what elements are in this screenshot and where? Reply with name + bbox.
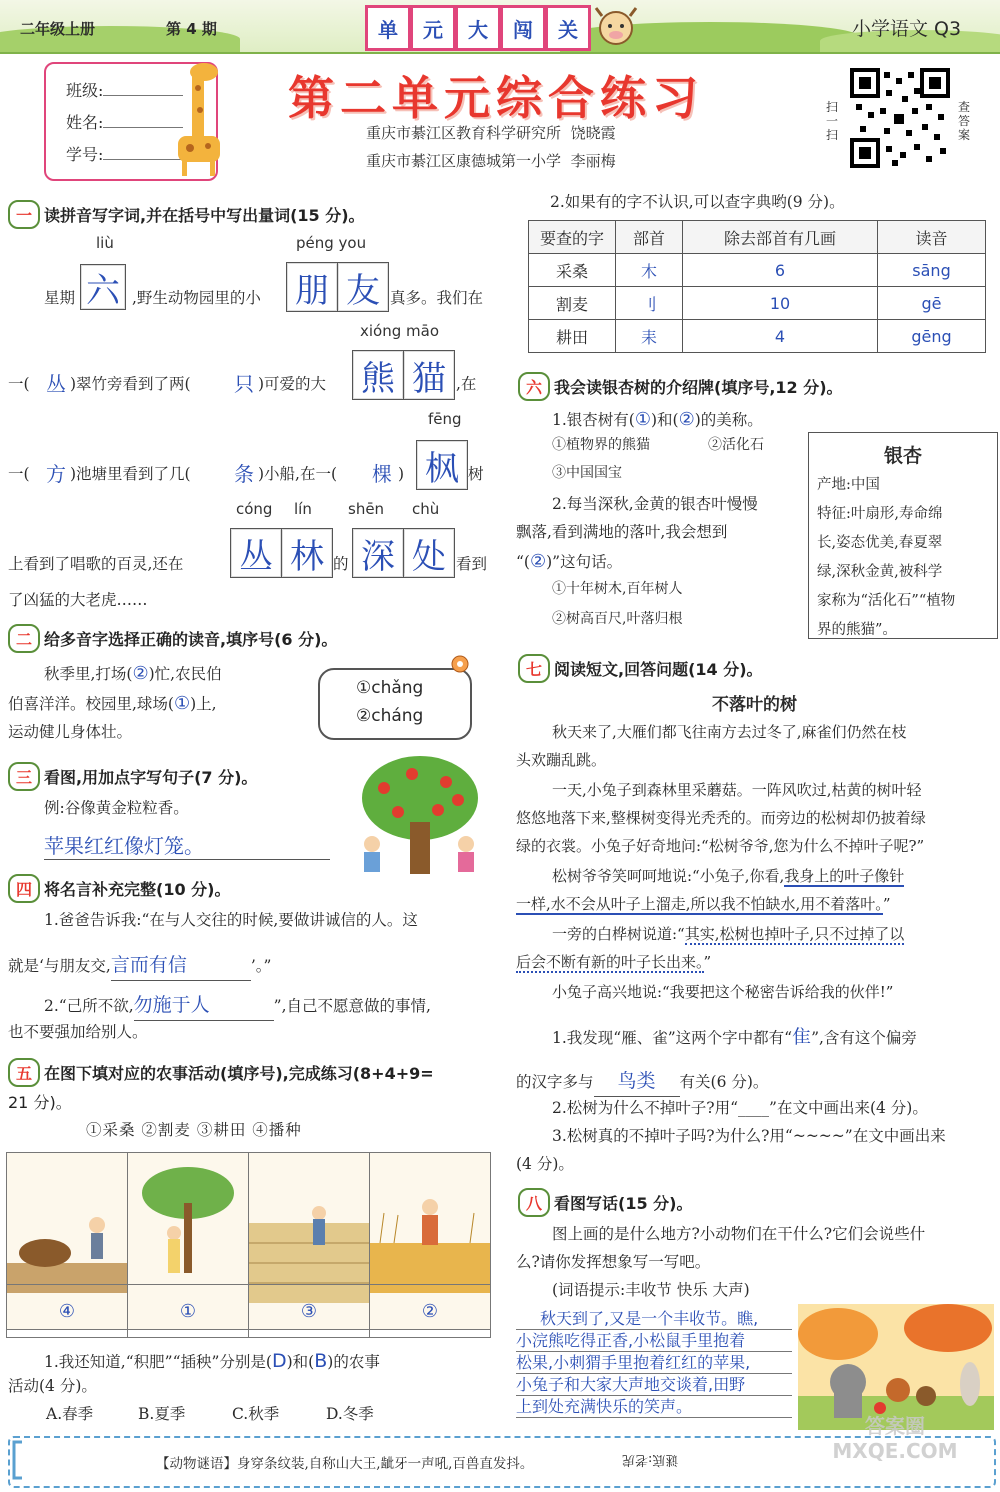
s1-text-2d: ,在 bbox=[456, 375, 477, 393]
decorative-bracket-icon bbox=[10, 1440, 24, 1480]
issue-label: 第 4 期 bbox=[166, 20, 217, 38]
riddle-answer-flipped: 谜底:老虎 bbox=[622, 1452, 679, 1467]
s1-text-4a: 上看到了唱歌的百灵,还在 bbox=[8, 555, 184, 573]
passage-title: 不落叶的树 bbox=[712, 695, 797, 715]
section-6-heading: 六 我会读银杏树的介绍牌(填序号,12 分)。 bbox=[518, 372, 843, 401]
s1-text-3b: )池塘里看到了几( bbox=[70, 465, 191, 483]
s6-q1-answer-2[interactable]: ② bbox=[678, 409, 695, 430]
s8-word-hint: (词语提示:丰收节 快乐 大声) bbox=[552, 1281, 750, 1299]
farm-answer-3[interactable]: ③ bbox=[248, 1284, 370, 1338]
season-choice-b: B.夏季 bbox=[138, 1405, 186, 1423]
passage-p2a: 一天,小兔子到森林里采蘑菇。一阵风吹过,枯黄的树叶轻 bbox=[552, 781, 922, 799]
s4-q1-answer[interactable]: 言而有信 bbox=[111, 950, 251, 981]
s6-q1: 1.银杏树有(①)和(②)的美称。 bbox=[552, 409, 763, 430]
s1-text-4c: 看到 bbox=[456, 555, 488, 573]
farm-options: ①采桑 ②割麦 ③耕田 ④播种 bbox=[86, 1121, 302, 1139]
passage-p1b: 头欢蹦乱跳。 bbox=[516, 751, 607, 769]
s1-text-3d: ) bbox=[398, 465, 405, 483]
s8-prompt-1: 图上画的是什么地方?小动物们在干什么?它们会说些什 bbox=[552, 1225, 926, 1243]
s7-q2: 2.松树为什么不掉叶子?用“____”在文中画出来(4 分)。 bbox=[552, 1099, 928, 1117]
unit-char-3: 大 bbox=[455, 5, 501, 51]
section-2-heading: 二 给多音字选择正确的读音,填序号(6 分)。 bbox=[8, 624, 337, 653]
section-7-heading: 七 阅读短文,回答问题(14 分)。 bbox=[518, 654, 763, 683]
name-field[interactable]: 姓名: bbox=[66, 110, 183, 133]
pinyin-lin: lín bbox=[294, 500, 312, 518]
pinyin-shen: shēn bbox=[348, 500, 385, 518]
answer-cell-mao[interactable]: 猫 bbox=[403, 350, 455, 400]
qr-right-label: 查答案 bbox=[958, 100, 971, 142]
s2-answer-1[interactable]: ② bbox=[132, 663, 149, 684]
s5-q2-text: 2.如果有的字不认识,可以查字典哟(9 分)。 bbox=[550, 193, 845, 211]
card-title: 银杏 bbox=[883, 445, 922, 467]
answer-cell-feng[interactable]: 枫 bbox=[416, 440, 468, 490]
id-field[interactable]: 学号: bbox=[66, 142, 183, 165]
s1-text-2c: )可爱的大 bbox=[258, 375, 327, 393]
s1-text-1c: 真多。我们在 bbox=[390, 289, 484, 307]
subject-label: 小学语文 Q3 bbox=[852, 18, 962, 40]
season-choice-d: D.冬季 bbox=[326, 1405, 374, 1423]
s1-text-4b: 的 bbox=[333, 555, 349, 573]
s7-q3-line-2: (4 分)。 bbox=[516, 1155, 574, 1173]
qr-left-label: 扫一扫 bbox=[826, 100, 839, 142]
s6-q2-line-2: 飘落,看到满地的落叶,我会想到 bbox=[516, 523, 728, 541]
passage-p3b: 一样,水不会从叶子上溜走,所以我不怕缺水,用不着落叶。” bbox=[516, 895, 891, 913]
s6-q2-line-3: “(②)”这句话。 bbox=[516, 551, 623, 572]
answer-cell-chu[interactable]: 处 bbox=[403, 528, 455, 578]
apple-tree-illustration bbox=[354, 752, 486, 876]
measure-word-tiao[interactable]: 条 bbox=[234, 462, 254, 486]
answer-underline-2[interactable]: 一样,水不会从叶子上溜走,所以我不怕缺水,用不着落叶。 bbox=[516, 895, 883, 913]
unit-char-5: 关 bbox=[545, 5, 591, 51]
answer-cell-you[interactable]: 友 bbox=[337, 262, 389, 312]
farm-answer-4[interactable]: ② bbox=[369, 1284, 491, 1338]
author-1: 重庆市綦江区教育科学研究所 饶晓霞 bbox=[366, 124, 616, 142]
s4-q2-line-2: 也不要强加给别人。 bbox=[8, 1023, 148, 1041]
s1-text-3a: 一( bbox=[8, 465, 30, 483]
season-choice-c: C.秋季 bbox=[232, 1405, 280, 1423]
s5-q1-line-1: 1.我还知道,“积肥”“插秧”分别是(D)和(B)的农事 bbox=[44, 1350, 380, 1372]
s1-text-2b: )翠竹旁看到了两( bbox=[70, 375, 191, 393]
section-5-heading: 五 在图下填对应的农事活动(填序号),完成练习(8+4+9= bbox=[8, 1058, 434, 1087]
answer-wave-2[interactable]: 后会不断有新的叶子长出来。 bbox=[516, 953, 704, 971]
s6-q1-option-3: ③中国国宝 bbox=[552, 465, 622, 481]
season-choice-a: A.春季 bbox=[46, 1405, 94, 1423]
s5-q1-answer-1[interactable]: D bbox=[271, 1350, 287, 1372]
answer-cell-xiong[interactable]: 熊 bbox=[352, 350, 404, 400]
s2-text-2: 伯喜洋洋。校园里,球场(①)上, bbox=[8, 693, 217, 714]
reading-options-bubble bbox=[318, 668, 472, 740]
col-char: 要查的字 bbox=[529, 221, 616, 254]
s3-answer-line[interactable]: 苹果红红像灯笼。 bbox=[44, 830, 330, 860]
reading-option-2: ②cháng bbox=[356, 706, 424, 726]
s6-q1-answer-1[interactable]: ① bbox=[634, 409, 651, 430]
animal-riddle: 【动物谜语】身穿条纹装,自称山大王,龇牙一声吼,百兽直发抖。 bbox=[156, 1456, 534, 1472]
s7-q1-line-1: 1.我发现“雁、雀”这两个字中都有“隹”,含有这个偏旁 bbox=[552, 1026, 917, 1048]
pinyin-feng: fēng bbox=[428, 410, 462, 428]
s1-text-3c: )小船,在一( bbox=[258, 465, 338, 483]
s8-answer-area[interactable]: 秋天到了,又是一个丰收节。瞧, 小浣熊吃得正香,小松鼠手里抱着 松果,小刺猬手里抱着红红的苹果, 小兔子和大家大声地交谈着,田野 上到处充满快乐的笑声。 bbox=[516, 1308, 792, 1418]
s5-q1-line-2: 活动(4 分)。 bbox=[8, 1377, 97, 1395]
s1-text-5: 了凶猛的大老虎…… bbox=[8, 591, 148, 609]
section-1-heading: 一 读拼音写字词,并在括号中写出量词(15 分)。 bbox=[8, 200, 365, 229]
s1-text-1a: 星期 bbox=[44, 289, 76, 307]
s6-q2-answer[interactable]: ② bbox=[529, 551, 547, 572]
answer-underline-1[interactable]: 我身上的叶子像针 bbox=[784, 867, 905, 885]
author-2: 重庆市綦江区康德城第一小学 李丽梅 bbox=[366, 152, 616, 170]
passage-p2c: 绿的衣裳。小兔子好奇地问:“松树爷爷,您为什么不掉叶子呢?” bbox=[516, 837, 925, 855]
table-header-row bbox=[529, 221, 986, 254]
answer-cell-shen[interactable]: 深 bbox=[352, 528, 404, 578]
pinyin-chu: chù bbox=[412, 500, 440, 518]
answer-cell-liu[interactable]: 六 bbox=[80, 264, 126, 310]
table-row: 耕田 耒 4 gēng bbox=[529, 320, 986, 353]
pinyin-cong: cóng bbox=[236, 500, 273, 518]
s1-text-2a: 一( bbox=[8, 375, 30, 393]
measure-word-zhi[interactable]: 只 bbox=[234, 372, 254, 396]
grade-label: 二年级上册 bbox=[20, 20, 96, 38]
watermark: 答案圈 MXQE.COM bbox=[832, 1414, 958, 1463]
s2-text-1: 秋季里,打场(②)忙,农民伯 bbox=[44, 663, 222, 684]
s8-prompt-2: 么?请你发挥想象写一写吧。 bbox=[516, 1253, 711, 1271]
passage-p4a: 一旁的白桦树说道:“其实,松树也掉叶子,只不过掉了以 bbox=[552, 925, 905, 943]
col-radical: 部首 bbox=[616, 221, 683, 254]
page-title: 第二单元综合练习 bbox=[288, 71, 704, 125]
col-pronunciation: 读音 bbox=[878, 221, 986, 254]
unit-char-4: 闯 bbox=[500, 5, 546, 51]
pinyin-xiongmao: xióng māo bbox=[360, 322, 439, 340]
s2-answer-2[interactable]: ① bbox=[173, 693, 191, 714]
section-3-heading: 三 看图,用加点字写句子(7 分)。 bbox=[8, 762, 257, 791]
s2-text-3: 运动健儿身体壮。 bbox=[8, 723, 133, 741]
answer-cell-peng[interactable]: 朋 bbox=[286, 262, 338, 312]
section-5-heading-cont: 21 分)。 bbox=[8, 1093, 72, 1112]
passage-p5: 小兔子高兴地说:“我要把这个秘密告诉给我的伙伴!” bbox=[552, 983, 894, 1001]
snail-icon bbox=[448, 652, 472, 674]
s4-q2-line-1: 2.“己所不欲,勿施于人 ”,自己不愿意做的事情, bbox=[44, 990, 431, 1021]
passage-p3a: 松树爷爷笑呵呵地说:“小兔子,你看,我身上的叶子像针 bbox=[552, 867, 905, 885]
pinyin-liu: liù bbox=[96, 234, 114, 252]
unit-char-1: 单 bbox=[365, 5, 411, 51]
s4-q1-line-1: 1.爸爸告诉我:“在与人交往的时候,要做讲诚信的人。这 bbox=[44, 911, 418, 929]
farm-answer-1[interactable]: ④ bbox=[6, 1284, 128, 1338]
col-strokes: 除去部首有几画 bbox=[683, 221, 878, 254]
measure-word-ke[interactable]: 棵 bbox=[372, 462, 392, 486]
reading-option-1: ①chǎng bbox=[356, 678, 424, 698]
s7-q1-answer-2[interactable]: 鸟类 bbox=[594, 1066, 680, 1097]
pinyin-pengyou: péng you bbox=[296, 234, 367, 252]
s7-q1-line-2: 的汉字多与 鸟类 有关(6 分)。 bbox=[516, 1066, 768, 1097]
measure-word-fang[interactable]: 方 bbox=[46, 462, 66, 486]
s1-text-1b: ,野生动物园里的小 bbox=[132, 289, 261, 307]
card-body: 产地:中国 特征:叶扇形,寿命绵 长,姿态优美,春夏翠 绿,深秋金黄,被科学 家称为“活化石”“植物 界的熊猫”。 bbox=[817, 477, 956, 638]
s7-q3-line-1: 3.松树真的不掉叶子吗?为什么?用“~~~~”在文中画出来 bbox=[552, 1127, 946, 1145]
passage-p2b: 悠悠地落下来,整棵树变得光秃秃的。而旁边的松树却仍披着绿 bbox=[516, 809, 926, 827]
ginkgo-info-card bbox=[808, 432, 998, 639]
s6-q1-option-2: ②活化石 bbox=[708, 437, 764, 453]
table-row: 采桑 木 6 sāng bbox=[529, 254, 986, 287]
answer-cell-cong[interactable]: 丛 bbox=[230, 528, 282, 578]
answer-wave-1[interactable]: 其实,松树也掉叶子,只不过掉了以 bbox=[684, 925, 905, 943]
s6-q2-option-1: ①十年树木,百年树人 bbox=[552, 581, 683, 597]
dictionary-table bbox=[528, 220, 986, 353]
table-row: 割麦 刂 10 gē bbox=[529, 287, 986, 320]
section-4-heading: 四 将名言补充完整(10 分)。 bbox=[8, 874, 230, 903]
qr-code-icon[interactable] bbox=[850, 68, 950, 168]
s6-q1-option-1: ①植物界的熊猫 bbox=[552, 437, 650, 453]
s3-example: 例:谷像黄金粒粒香。 bbox=[44, 799, 189, 817]
s6-q2-option-2: ②树高百尺,叶落归根 bbox=[552, 611, 683, 627]
s4-q1-line-2: 就是‘与朋友交,言而有信 ’。” bbox=[8, 950, 271, 981]
passage-p4b: 后会不断有新的叶子长出来。” bbox=[516, 953, 712, 971]
passage-p1a: 秋天来了,大雁们都飞往南方去过冬了,麻雀们仍然在枝 bbox=[552, 723, 907, 741]
measure-word-cong[interactable]: 丛 bbox=[46, 372, 66, 396]
class-field[interactable]: 班级: bbox=[66, 78, 183, 101]
cow-mascot-icon bbox=[592, 2, 640, 50]
s4-q2-answer[interactable]: 勿施于人 bbox=[134, 990, 274, 1021]
unit-char-2: 元 bbox=[410, 5, 456, 51]
giraffe-icon bbox=[170, 58, 228, 178]
s6-q2-line-1: 2.每当深秋,金黄的银杏叶慢慢 bbox=[552, 495, 758, 513]
answer-cell-lin[interactable]: 林 bbox=[281, 528, 333, 578]
s1-text-3e: 树 bbox=[468, 465, 484, 483]
section-8-heading: 八 看图写话(15 分)。 bbox=[518, 1188, 692, 1217]
s7-q1-answer-1[interactable]: 隹 bbox=[792, 1026, 812, 1048]
s5-q1-answer-2[interactable]: B bbox=[314, 1350, 328, 1372]
farm-answer-2[interactable]: ① bbox=[127, 1284, 249, 1338]
